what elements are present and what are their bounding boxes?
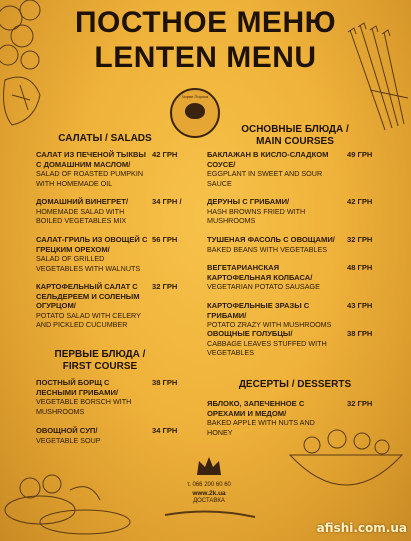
- footer-delivery: ДОСТАВКА: [193, 498, 225, 504]
- logo-text: Чорне Порося: [181, 94, 209, 99]
- menu-item: ПОСТНЫЙ БОРЩ С ЛЕСНЫМИ ГРИБАМИ/ VEGETABLE BORSCH WITH MUSHROOMS: [36, 378, 132, 416]
- menu-item: БАКЛАЖАН В КИСЛО-СЛАДКОМ СОУСЕ/ EGGPLANT IN SWEET AND SOUR SAUCE: [207, 150, 329, 188]
- section-heading-main-courses: ОСНОВНЫЕ БЛЮДА / MAIN COURSES: [241, 124, 349, 147]
- menu-item: ВЕГЕТАРИАНСКАЯ КАРТОФЕЛЬНАЯ КОЛБАСА/ VEGETARIAN POTATO SAUSAGE: [207, 263, 320, 292]
- item-price: 43 ГРН: [347, 301, 373, 310]
- menu-item: ЯБЛОКО, ЗАПЕЧЕННОЕ С ОРЕХАМИ И МЕДОМ/ BAKED APPLE WITH NUTS AND HONEY: [207, 399, 315, 437]
- salad-bowl-sketch-bottom-right: [282, 425, 411, 515]
- menu-item: САЛАТ-ГРИЛЬ ИЗ ОВОЩЕЙ С ГРЕЦКИМ ОРЕХОМ/ SALAD OF GRILLED VEGETABLES WITH WALNUTS: [36, 235, 148, 273]
- page-title-en: LENTEN MENU: [94, 41, 317, 74]
- item-price: 56 ГРН: [152, 235, 178, 244]
- item-price: 48 ГРН: [347, 263, 373, 272]
- footer-phone: т. 066 200 60 60: [187, 482, 231, 488]
- item-price: 34 ГРН: [152, 426, 178, 435]
- item-price: 38 ГРН: [347, 329, 373, 338]
- menu-item: САЛАТ ИЗ ПЕЧЕНОЙ ТЫКВЫ С ДОМАШНИМ МАСЛОМ/ SALAD OF ROASTED PUMPKIN WITH HOMEMADE OIL: [36, 150, 146, 188]
- watermark: afishi.com.ua: [316, 521, 407, 535]
- section-heading-salads: САЛАТЫ / SALADS: [58, 133, 152, 144]
- section-heading-first-course: ПЕРВЫЕ БЛЮДА / FIRST COURSE: [54, 349, 146, 372]
- item-price: 42 ГРН: [347, 197, 373, 206]
- menu-item: ТУШЕНАЯ ФАСОЛЬ С ОВОЩАМИ/ BAKED BEANS WITH VEGETABLES: [207, 235, 335, 254]
- restaurant-logo: [170, 88, 220, 138]
- pig-icon: [185, 103, 205, 119]
- menu-item: КАРТОФЕЛЬНЫЕ ЗРАЗЫ С ГРИБАМИ/ POTATO ZRAZY WITH MUSHROOMS: [207, 301, 332, 330]
- item-price: 32 ГРН: [347, 235, 373, 244]
- item-price: 42 ГРН: [152, 150, 178, 159]
- page-title-ru: ПОСТНОЕ МЕНЮ: [74, 6, 337, 39]
- item-price: 34 ГРН /: [152, 197, 182, 206]
- menu-item: ОВОЩНОЙ СУП/ VEGETABLE SOUP: [36, 426, 101, 445]
- menu-item: ДЕРУНЫ С ГРИБАМИ/ HASH BROWNS FRIED WITH MUSHROOMS: [207, 197, 306, 226]
- menu-item: КАРТОФЕЛЬНЫЙ САЛАТ С СЕЛЬДЕРЕЕМ И СОЛЕНЫМ ОГУРЦОМ/ POTATO SALAD WITH CELERY AND PICKLED CUCUMBER: [36, 282, 141, 330]
- item-price: 49 ГРН: [347, 150, 373, 159]
- vegetables-sketch-bottom-left: [0, 450, 140, 541]
- item-price: 32 ГРН: [347, 399, 373, 408]
- item-price: 32 ГРН: [152, 282, 178, 291]
- menu-item: ДОМАШНИЙ ВИНЕГРЕТ/ HOMEMADE SALAD WITH BOILED VEGETABLES MIX: [36, 197, 128, 226]
- menu-item: ОВОЩНЫЕ ГОЛУБЦЫ/ CABBAGE LEAVES STUFFED WITH VEGETABLES: [207, 329, 327, 358]
- section-heading-desserts: ДЕСЕРТЫ / DESSERTS: [238, 379, 352, 390]
- item-price: 38 ГРН: [152, 378, 178, 387]
- crown-icon: [195, 455, 223, 477]
- chili-pepper-sketch: [160, 505, 260, 525]
- footer-site[interactable]: www.2k.ua: [192, 490, 226, 497]
